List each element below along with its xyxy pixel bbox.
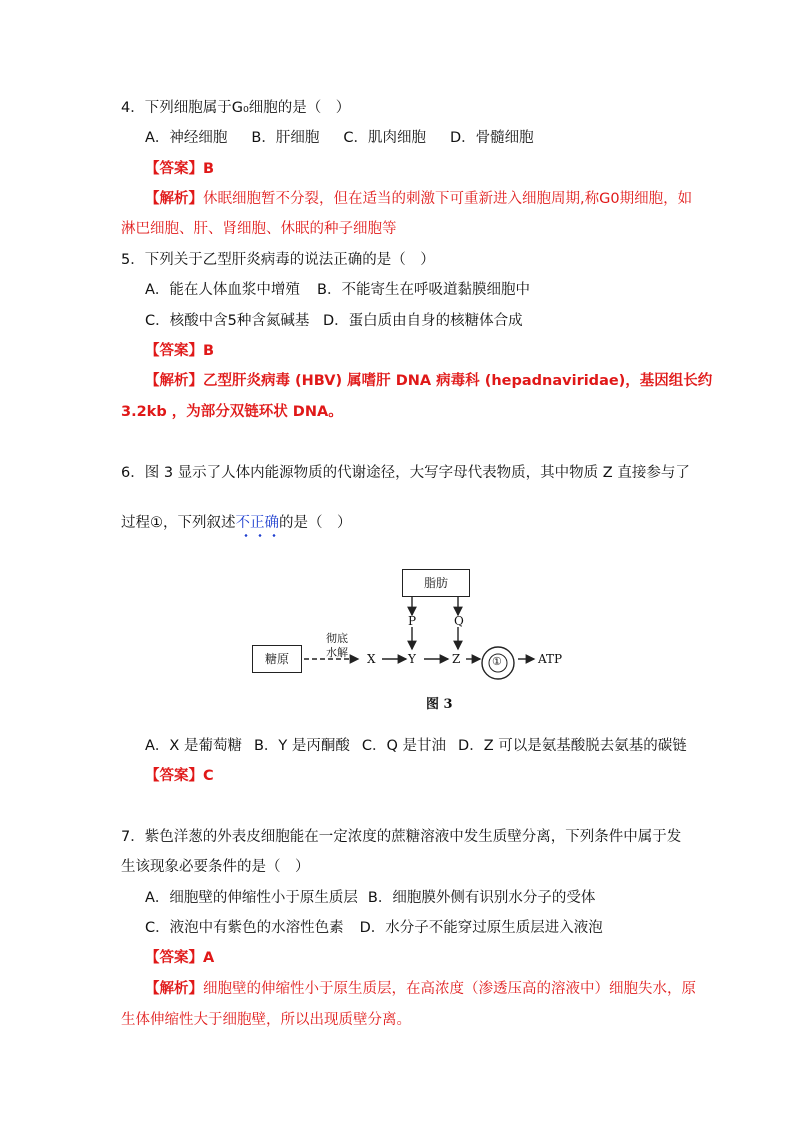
q4-options [145, 128, 534, 148]
q5-option-d: D．蛋白质由自身的核糖体合成 [323, 313, 523, 329]
label-p: P [408, 614, 417, 628]
q6-stem-pre: 过程①，下列叙述 [121, 515, 236, 531]
q4-option-d: D．骨髓细胞 [450, 130, 534, 146]
q7-option-b: B．细胞膜外侧有识别水分子的受体 [367, 890, 596, 906]
q5-stem: 5．下列关于乙型肝炎病毒的说法正确的是（ ） [121, 252, 435, 268]
q6-option-b: B．Y 是丙酮酸 [253, 738, 350, 754]
label-q: Q [454, 614, 464, 628]
q6-stem-post: 的是（ ） [279, 515, 352, 531]
q7-explanation-label: 【解析】 [145, 981, 203, 997]
q7-stem-line2: 生该现象必要条件的是（ ） [121, 859, 310, 875]
fat-box: 脂肪 [402, 569, 470, 597]
q6-option-c: C．Q 是甘油 [361, 738, 447, 754]
label-atp: ATP [538, 652, 563, 666]
q7-options-row1 [145, 888, 595, 908]
label-z: Z [452, 652, 461, 666]
q5-option-b: B．不能寄生在呼吸道黏膜细胞中 [317, 282, 530, 298]
q7-explanation-line1 [145, 979, 696, 999]
q5-option-c: C．核酸中含5种含氮碱基 [145, 313, 310, 329]
q4-stem: 4．下列细胞属于G₀细胞的是（ ） [121, 100, 351, 116]
q7-option-d: D．水分子不能穿过原生质层进入液泡 [359, 920, 603, 936]
q4-explanation-line2: 淋巴细胞、肝、肾细胞、休眠的种子细胞等 [121, 221, 397, 237]
q4-option-a: A．神经细胞 [145, 130, 228, 146]
q5-explanation-line1: 【解析】乙型肝炎病毒 (HBV) 属嗜肝 DNA 病毒科 (hepadnaviridae)，基因组长约 [145, 373, 713, 389]
q7-explanation-line2: 生体伸缩性大于细胞壁，所以出现质壁分离。 [121, 1012, 411, 1028]
q7-answer: 【答案】A [145, 950, 215, 966]
q5-option-a: A．能在人体血浆中增殖 [145, 282, 300, 298]
q4-option-b: B．肝细胞 [251, 130, 320, 146]
diagram-caption: 图 3 [426, 697, 453, 712]
q5-answer: 【答案】B [145, 343, 215, 359]
q6-options [145, 736, 687, 756]
q5-options-row1 [145, 280, 530, 300]
q6-option-a: A．X 是葡萄糖 [145, 738, 242, 754]
q5-options-row2 [145, 311, 523, 331]
q4-option-c: C．肌肉细胞 [343, 130, 426, 146]
label-y: Y [408, 652, 416, 666]
q4-explanation-label: 【解析】 [145, 191, 203, 207]
q6-option-d: D．Z 可以是氨基酸脱去氨基的碳链 [458, 738, 687, 754]
q6-stem-line2 [121, 513, 352, 533]
q7-options-row2 [145, 918, 603, 938]
label-process-1: ① [492, 655, 502, 668]
q6-stem-line1: 6．图 3 显示了人体内能源物质的代谢途径，大写字母代表物质，其中物质 Z 直接参与了 [121, 465, 690, 481]
q7-stem-line1: 7．紫色洋葱的外表皮细胞能在一定浓度的蔗糖溶液中发生质壁分离，下列条件中属于发 [121, 829, 682, 845]
q7-option-c: C．液泡中有紫色的水溶性色素 [145, 920, 344, 936]
arrow-note-2: 水解 [326, 646, 348, 659]
q6-answer: 【答案】C [145, 768, 214, 784]
q5-explanation-line2: 3.2kb ，为部分双链环状 DNA。 [121, 404, 343, 420]
q6-stem-emphasis: 不正确 [235, 515, 279, 531]
glycogen-box: 糖原 [252, 645, 302, 673]
q7-option-a: A．细胞壁的伸缩性小于原生质层 [145, 890, 358, 906]
arrow-note-1: 彻底 [326, 632, 348, 645]
label-x: X [367, 652, 376, 666]
q4-explanation-line1 [145, 189, 692, 209]
metabolism-diagram [240, 565, 580, 715]
q4-answer: 【答案】B [145, 161, 215, 177]
q7-explanation-text: 细胞壁的伸缩性小于原生质层，在高浓度（渗透压高的溶液中）细胞失水，原 [203, 981, 696, 997]
q4-explanation-text: 休眠细胞暂不分裂，但在适当的刺激下可重新进入细胞周期,称G0期细胞，如 [203, 191, 693, 207]
